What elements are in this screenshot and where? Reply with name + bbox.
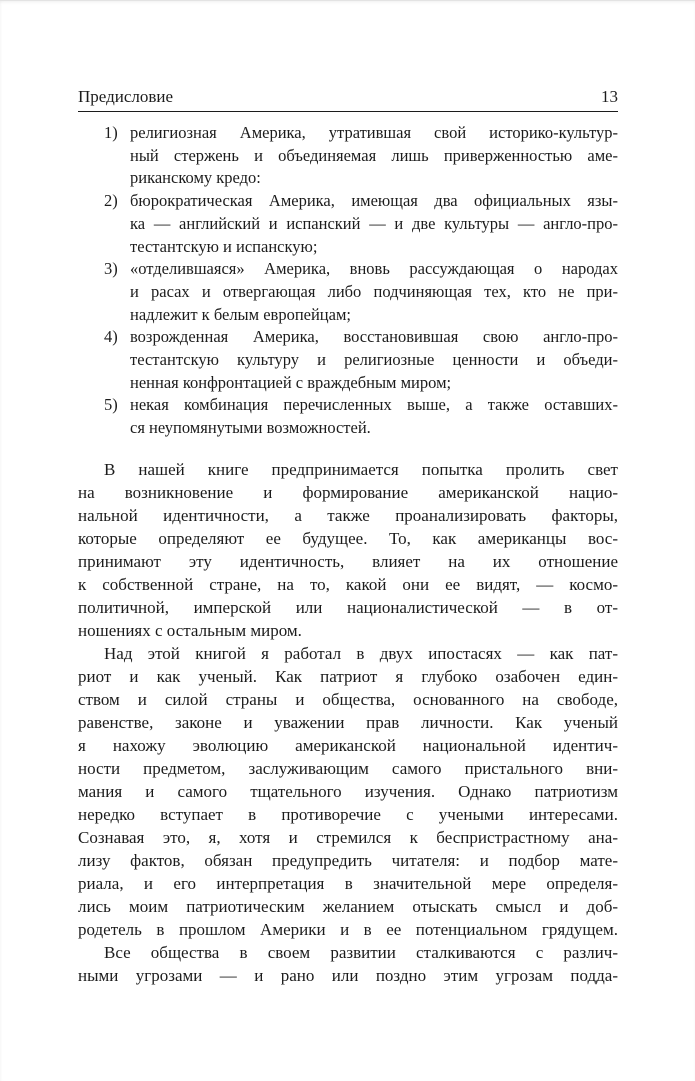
text-line: которые определяют ее будущее. То, как американцы вос- <box>78 528 618 548</box>
list-item-number: 3) <box>104 259 118 279</box>
paragraph <box>78 642 618 941</box>
text-line: Над этой книгой я работал в двух ипостасях — как пат- <box>104 643 618 663</box>
page-number: 13 <box>601 87 618 106</box>
text-line: лись моим патриотическим желанием отыскать смысл и доб- <box>78 896 618 916</box>
text-line: и расах и отвергающая либо подчиняющая тех, кто не при- <box>130 281 618 301</box>
page-content <box>78 87 618 987</box>
text-line: Все общества в своем развитии сталкиваются с различ- <box>104 942 618 962</box>
text-line: ка — английский и испанский — и две культуры — англо-про- <box>130 213 618 233</box>
body-text <box>78 458 618 987</box>
text-line: ся неупомянутыми возможностей. <box>130 418 371 438</box>
text-line: равенстве, законе и уважении прав личности. Как ученый <box>78 712 618 732</box>
text-line: ными угрозами — и рано или поздно этим угрозам подда- <box>78 965 618 985</box>
text-line: лизу фактов, обязан предупредить читателя: и подбор мате- <box>78 850 618 870</box>
list-item-number: 4) <box>104 327 118 347</box>
list-item-number: 5) <box>104 395 118 415</box>
list-item <box>104 122 618 190</box>
page-header <box>78 87 618 107</box>
text-line: Сознавая это, я, хотя и стремился к беспристрастному ана- <box>78 827 618 847</box>
text-line: тестантскую культуру и религиозные ценности и объеди- <box>130 350 618 370</box>
text-line: тестантскую и испанскую; <box>130 236 318 256</box>
text-line: нальной идентичности, а также проанализировать факторы, <box>78 505 618 525</box>
text-line: бюрократическая Америка, имеющая два официальных язы- <box>130 191 618 211</box>
text-line: нередко вступает в противоречие с учеными интересами. <box>78 804 618 824</box>
text-line: ношениях с остальным миром. <box>78 620 302 640</box>
text-line: возрожденная Америка, восстановившая свою англо-про- <box>130 327 618 347</box>
text-line: мания и самого тщательного изучения. Однако патриотизм <box>78 781 618 801</box>
text-line: религиозная Америка, утратившая свой историко-культур- <box>130 123 618 142</box>
list-item <box>104 258 618 326</box>
paragraph <box>78 941 618 987</box>
text-line: родетель в прошлом Америки и в ее потенциальном грядущем. <box>78 919 618 939</box>
text-line: ством и силой страны и общества, основанного на свободе, <box>78 689 618 709</box>
text-line: риала, и его интерпретация в значительной мере определя- <box>78 873 618 893</box>
paragraph <box>78 458 618 642</box>
text-line: «отделившаяся» Америка, вновь рассуждающая о народах <box>130 259 618 279</box>
text-line: ности предметом, заслуживающим самого пристального вни- <box>78 758 618 778</box>
text-line: принимают эту идентичность, влияет на их отношение <box>78 551 618 571</box>
text-line: ненная конфронтацией с враждебным миром; <box>130 372 452 392</box>
text-line: на возникновение и формирование американской нацио- <box>78 482 618 502</box>
text-line: к собственной стране, на то, какой они ее видят, — космо- <box>78 574 618 594</box>
text-line: некая комбинация перечисленных выше, а также оставших- <box>130 395 618 415</box>
list-item <box>104 190 618 258</box>
text-line: ный стержень и объединяемая лишь приверженностью аме- <box>130 145 618 165</box>
list-item <box>104 326 618 394</box>
text-line: В нашей книге предпринимается попытка пролить свет <box>104 459 618 479</box>
list-item <box>104 394 618 439</box>
list-item-number: 1) <box>104 123 118 142</box>
header-rule <box>78 111 618 112</box>
text-line: я нахожу эволюцию американской национальной идентич- <box>78 735 618 755</box>
text-line: риот и как ученый. Как патриот я глубоко озабочен един- <box>78 666 618 686</box>
list-item-number: 2) <box>104 191 118 211</box>
numbered-list <box>104 122 618 440</box>
chapter-title: Предисловие <box>78 87 174 106</box>
text-line: политичной, имперской или националистической — в от- <box>78 597 618 617</box>
text-line: риканскому кредо: <box>130 168 261 188</box>
text-line: надлежит к белым европейцам; <box>130 304 351 324</box>
